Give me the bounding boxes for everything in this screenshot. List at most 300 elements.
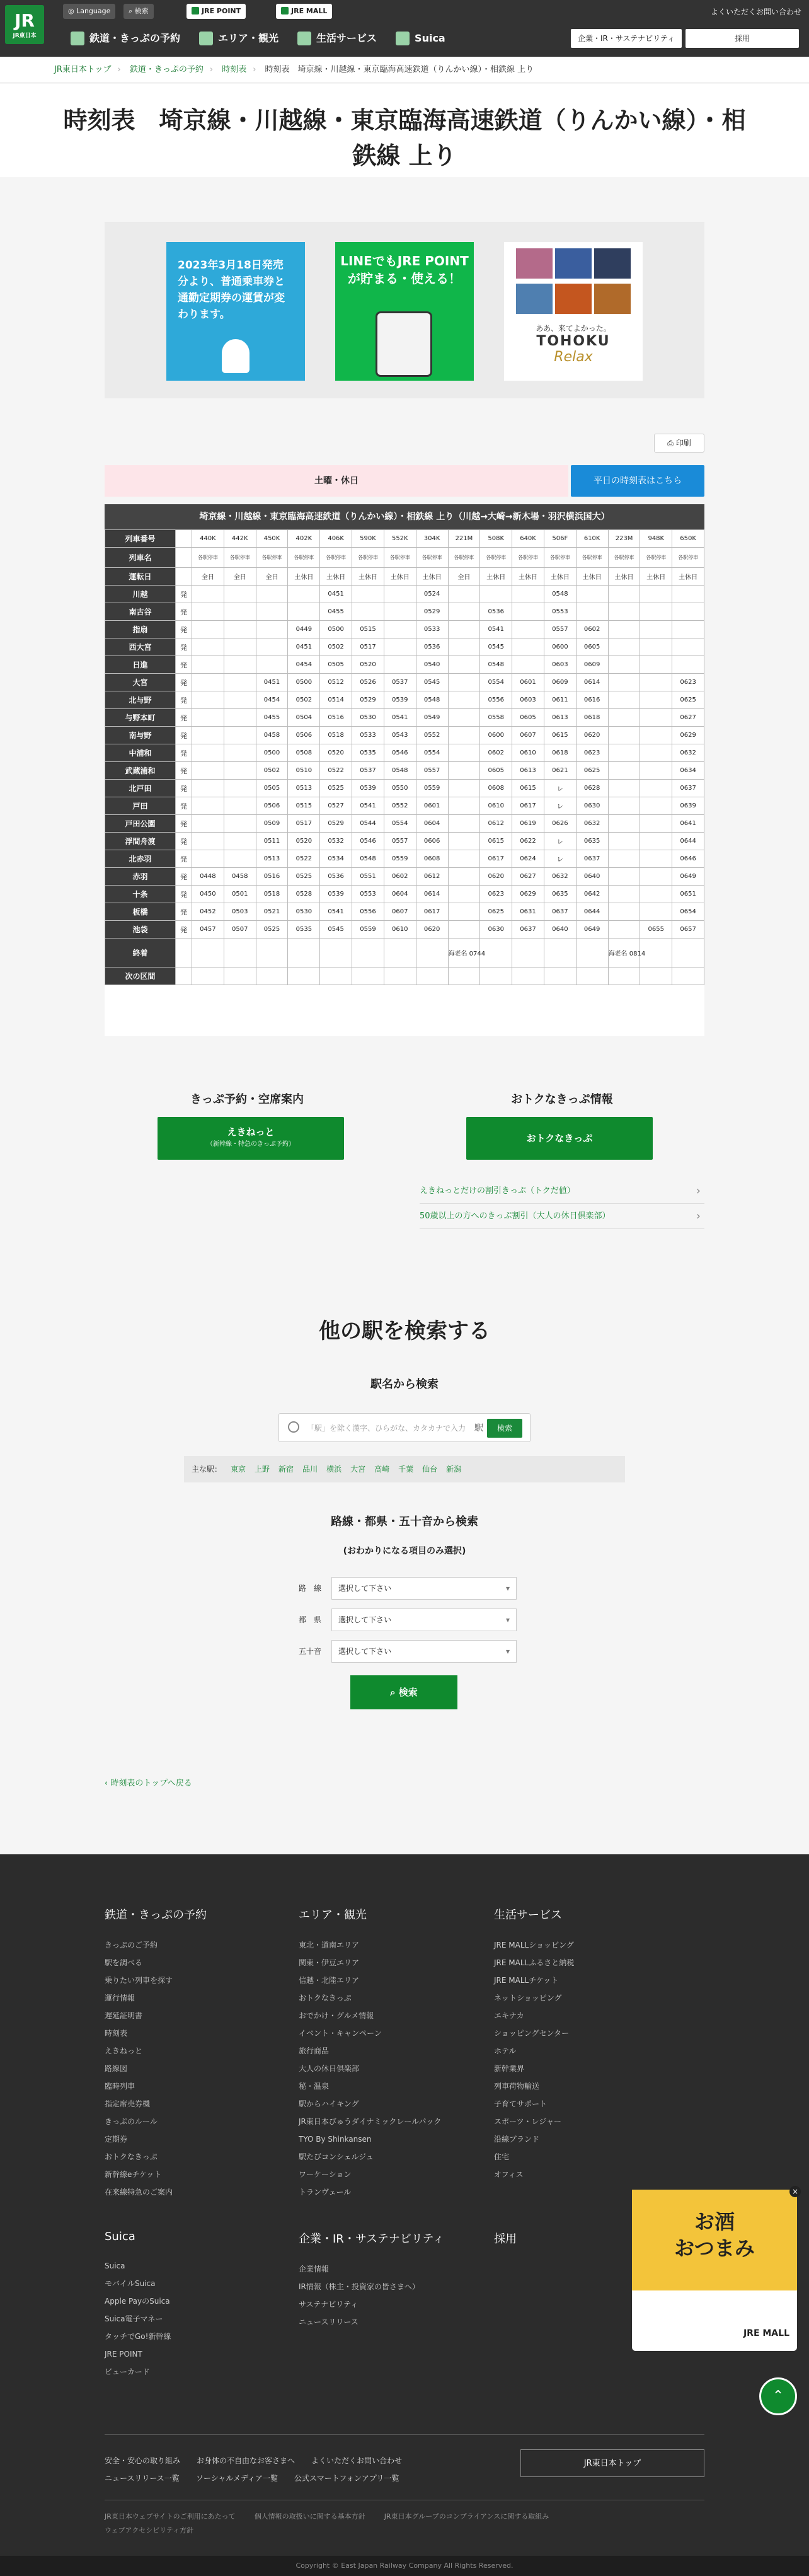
departure-time-cell[interactable] (672, 586, 704, 603)
departure-time-cell[interactable] (640, 780, 672, 797)
footer-link[interactable]: 運行情報 (105, 1994, 135, 2002)
next-section-cell[interactable] (256, 967, 288, 985)
departure-time-cell[interactable] (640, 903, 672, 921)
departure-time-cell[interactable]: 0513 (256, 850, 288, 868)
departure-time-cell[interactable] (608, 586, 640, 603)
print-button[interactable] (654, 434, 704, 453)
footer-link[interactable]: 企業情報 (299, 2265, 330, 2273)
pref-select[interactable]: 選択して下さい ▾ (331, 1609, 517, 1631)
major-station-link[interactable]: 大宮 (350, 1465, 366, 1474)
departure-time-cell[interactable]: 0553 (544, 603, 576, 621)
departure-time-cell[interactable]: 0557 (416, 762, 448, 780)
departure-time-cell[interactable] (640, 656, 672, 674)
departure-time-cell[interactable]: 0455 (320, 603, 352, 621)
jre-mall-ad[interactable] (632, 2190, 797, 2351)
departure-time-cell[interactable] (224, 656, 256, 674)
departure-time-cell[interactable]: 0546 (352, 833, 384, 850)
departure-time-cell[interactable]: 0651 (672, 886, 704, 903)
footer-link[interactable]: タッチでGo!新幹線 (105, 2332, 171, 2341)
footer-link[interactable]: ビューカード (105, 2367, 150, 2376)
departure-time-cell[interactable] (224, 780, 256, 797)
major-station-link[interactable]: 高崎 (374, 1465, 390, 1474)
departure-time-cell[interactable] (448, 797, 480, 815)
operating-day-cell[interactable]: 土休日 (480, 568, 512, 586)
footer-link[interactable]: 駅からハイキング (299, 2099, 359, 2108)
footer-link[interactable]: ホテル (494, 2047, 517, 2055)
deals-button[interactable]: おトクなきっぷ (466, 1117, 653, 1160)
nav-life[interactable] (290, 26, 384, 50)
operating-day-cell[interactable]: 土休日 (576, 568, 608, 586)
departure-time-cell[interactable]: 0452 (192, 903, 224, 921)
departure-time-cell[interactable]: 0517 (288, 815, 320, 833)
departure-time-cell[interactable]: 0558 (480, 709, 512, 727)
departure-time-cell[interactable] (608, 638, 640, 656)
departure-time-cell[interactable]: レ (544, 833, 576, 850)
departure-time-cell[interactable]: 0619 (512, 815, 544, 833)
departure-time-cell[interactable]: 0509 (256, 815, 288, 833)
departure-time-cell[interactable] (448, 762, 480, 780)
departure-time-cell[interactable]: 0602 (480, 744, 512, 762)
jre-mall-button[interactable] (276, 4, 332, 19)
footer-heading[interactable]: 企業・IR・サステナビリティ (299, 2232, 444, 2246)
departure-time-cell[interactable] (640, 621, 672, 638)
departure-time-cell[interactable]: 0607 (384, 903, 416, 921)
departure-time-cell[interactable]: 0559 (416, 780, 448, 797)
search-button[interactable] (123, 4, 154, 19)
departure-time-cell[interactable]: 0630 (576, 797, 608, 815)
departure-time-cell[interactable] (576, 586, 608, 603)
footer-link[interactable]: ワーケーション (299, 2170, 352, 2179)
departure-time-cell[interactable] (224, 674, 256, 691)
departure-time-cell[interactable]: 0557 (544, 621, 576, 638)
otona-link[interactable]: 50歳以上の方へのきっぷ割引（大人の休日倶楽部） › (420, 1204, 704, 1229)
departure-time-cell[interactable]: 0642 (576, 886, 608, 903)
departure-time-cell[interactable] (224, 621, 256, 638)
footer-link[interactable]: 住宅 (494, 2152, 510, 2161)
departure-time-cell[interactable] (512, 638, 544, 656)
departure-time-cell[interactable]: 0637 (672, 780, 704, 797)
departure-time-cell[interactable]: 0614 (576, 674, 608, 691)
footer-link[interactable]: きっぷのご予約 (105, 1941, 158, 1949)
nav-rail[interactable] (63, 26, 188, 50)
departure-time-cell[interactable]: 0634 (672, 762, 704, 780)
departure-time-cell[interactable]: 0605 (512, 709, 544, 727)
departure-time-cell[interactable]: 0627 (672, 709, 704, 727)
footer-link[interactable]: 指定席売券機 (105, 2099, 151, 2108)
departure-time-cell[interactable]: 0451 (288, 638, 320, 656)
departure-time-cell[interactable] (640, 744, 672, 762)
train-name-cell[interactable]: 各駅停車 (256, 548, 288, 568)
departure-time-cell[interactable]: 0548 (384, 762, 416, 780)
departure-time-cell[interactable]: 0533 (352, 727, 384, 744)
footer-bottom-link[interactable]: ソーシャルメディア一覧 (195, 2474, 278, 2483)
departure-time-cell[interactable] (448, 868, 480, 886)
close-icon[interactable]: × (789, 2186, 801, 2197)
operating-day-cell[interactable]: 全日 (224, 568, 256, 586)
terminal-cell[interactable] (576, 939, 608, 967)
departure-time-cell[interactable]: 0605 (576, 638, 608, 656)
departure-time-cell[interactable] (640, 868, 672, 886)
weekday-timetable-button[interactable]: 平日の時刻表はこちら (571, 465, 704, 497)
terminal-cell[interactable]: 海老名 0814 (608, 939, 640, 967)
departure-time-cell[interactable]: 0622 (512, 833, 544, 850)
departure-time-cell[interactable]: 0533 (416, 621, 448, 638)
departure-time-cell[interactable]: 0525 (288, 868, 320, 886)
departure-time-cell[interactable]: 0620 (576, 727, 608, 744)
departure-time-cell[interactable]: 0502 (256, 762, 288, 780)
departure-time-cell[interactable]: 0630 (480, 921, 512, 939)
departure-time-cell[interactable] (448, 586, 480, 603)
departure-time-cell[interactable] (448, 886, 480, 903)
train-number-cell[interactable]: 948K (640, 530, 672, 548)
departure-time-cell[interactable]: 0506 (288, 727, 320, 744)
departure-time-cell[interactable] (448, 603, 480, 621)
departure-time-cell[interactable] (448, 674, 480, 691)
next-section-cell[interactable] (512, 967, 544, 985)
departure-time-cell[interactable]: 0617 (416, 903, 448, 921)
departure-time-cell[interactable]: 0559 (384, 850, 416, 868)
footer-link[interactable]: 臨時列車 (105, 2082, 135, 2091)
departure-time-cell[interactable]: 0532 (320, 833, 352, 850)
departure-time-cell[interactable]: 0618 (544, 744, 576, 762)
train-number-cell[interactable]: 590K (352, 530, 384, 548)
departure-time-cell[interactable] (608, 833, 640, 850)
departure-time-cell[interactable] (608, 815, 640, 833)
next-section-cell[interactable] (224, 967, 256, 985)
departure-time-cell[interactable]: 0536 (480, 603, 512, 621)
departure-time-cell[interactable] (608, 691, 640, 709)
terminal-cell[interactable] (288, 939, 320, 967)
departure-time-cell[interactable]: 0624 (512, 850, 544, 868)
footer-bottom-link[interactable]: よくいただくお問い合わせ (311, 2456, 403, 2465)
departure-time-cell[interactable] (608, 709, 640, 727)
next-section-cell[interactable] (384, 967, 416, 985)
departure-time-cell[interactable] (448, 815, 480, 833)
next-section-cell[interactable] (672, 967, 704, 985)
departure-time-cell[interactable]: 0527 (320, 797, 352, 815)
footer-link[interactable]: 大人の休日倶楽部 (299, 2064, 360, 2073)
departure-time-cell[interactable] (512, 656, 544, 674)
next-section-cell[interactable] (544, 967, 576, 985)
next-section-cell[interactable] (480, 967, 512, 985)
operating-day-cell[interactable]: 土休日 (320, 568, 352, 586)
footer-link[interactable]: イベント・キャンペーン (299, 2029, 382, 2038)
departure-time-cell[interactable]: 0539 (384, 691, 416, 709)
footer-link[interactable]: JRE MALLふるさと納税 (494, 1958, 575, 1967)
departure-time-cell[interactable] (608, 868, 640, 886)
departure-time-cell[interactable] (672, 603, 704, 621)
departure-time-cell[interactable] (640, 691, 672, 709)
nav-suica[interactable] (388, 26, 453, 50)
departure-time-cell[interactable]: 0617 (480, 850, 512, 868)
departure-time-cell[interactable] (608, 780, 640, 797)
footer-link[interactable]: 子育てサポート (494, 2099, 548, 2108)
train-name-cell[interactable]: 各駅停車 (352, 548, 384, 568)
departure-time-cell[interactable]: 0502 (320, 638, 352, 656)
departure-time-cell[interactable] (192, 744, 224, 762)
departure-time-cell[interactable] (192, 850, 224, 868)
departure-time-cell[interactable] (192, 603, 224, 621)
departure-time-cell[interactable]: 0635 (544, 886, 576, 903)
operating-day-cell[interactable]: 全日 (256, 568, 288, 586)
operating-day-cell[interactable]: 土休日 (640, 568, 672, 586)
next-section-cell[interactable] (288, 967, 320, 985)
departure-time-cell[interactable]: 0536 (320, 868, 352, 886)
fare-change-banner[interactable] (166, 242, 305, 381)
departure-time-cell[interactable]: レ (544, 797, 576, 815)
departure-time-cell[interactable] (640, 709, 672, 727)
departure-time-cell[interactable] (224, 797, 256, 815)
departure-time-cell[interactable]: 0513 (288, 780, 320, 797)
footer-link[interactable]: サステナビリティ (299, 2300, 359, 2309)
departure-time-cell[interactable]: 0451 (320, 586, 352, 603)
departure-time-cell[interactable]: 0539 (352, 780, 384, 797)
hire-button[interactable]: 採用 (686, 29, 799, 48)
departure-time-cell[interactable] (448, 744, 480, 762)
departure-time-cell[interactable] (448, 780, 480, 797)
footer-small-link[interactable]: ウェブアクセシビリティ方針 (105, 2526, 194, 2534)
departure-time-cell[interactable] (224, 638, 256, 656)
departure-time-cell[interactable]: 0530 (352, 709, 384, 727)
major-station-link[interactable]: 上野 (255, 1465, 270, 1474)
breadcrumb-item[interactable]: 鉄道・きっぷの予約 (129, 65, 204, 74)
station-search-submit[interactable]: 検索 (487, 1419, 522, 1438)
departure-time-cell[interactable]: 0623 (672, 674, 704, 691)
departure-time-cell[interactable]: 0615 (544, 727, 576, 744)
departure-time-cell[interactable] (192, 621, 224, 638)
departure-time-cell[interactable]: 0508 (288, 744, 320, 762)
departure-time-cell[interactable]: 0505 (256, 780, 288, 797)
departure-time-cell[interactable]: 0544 (352, 815, 384, 833)
departure-time-cell[interactable]: 0609 (576, 656, 608, 674)
departure-time-cell[interactable] (224, 744, 256, 762)
departure-time-cell[interactable]: 0637 (544, 903, 576, 921)
departure-time-cell[interactable]: 0530 (288, 903, 320, 921)
departure-time-cell[interactable]: 0541 (384, 709, 416, 727)
departure-time-cell[interactable]: 0608 (480, 780, 512, 797)
departure-time-cell[interactable]: 0620 (416, 921, 448, 939)
train-number-cell[interactable]: 506F (544, 530, 576, 548)
next-section-cell[interactable] (192, 967, 224, 985)
operating-day-cell[interactable]: 土休日 (384, 568, 416, 586)
departure-time-cell[interactable]: 0541 (480, 621, 512, 638)
departure-time-cell[interactable]: 0550 (384, 780, 416, 797)
footer-link[interactable]: JRE MALLショッピング (494, 1941, 574, 1949)
operating-day-cell[interactable]: 土休日 (512, 568, 544, 586)
departure-time-cell[interactable]: 0640 (544, 921, 576, 939)
next-section-cell[interactable] (448, 967, 480, 985)
departure-time-cell[interactable]: 0515 (352, 621, 384, 638)
footer-link[interactable]: 秘・温泉 (299, 2082, 330, 2091)
departure-time-cell[interactable] (608, 903, 640, 921)
departure-time-cell[interactable]: 0546 (384, 744, 416, 762)
major-station-link[interactable]: 新宿 (278, 1465, 294, 1474)
footer-link[interactable]: モバイルSuica (105, 2279, 156, 2288)
departure-time-cell[interactable]: 0617 (512, 797, 544, 815)
departure-time-cell[interactable] (448, 833, 480, 850)
departure-time-cell[interactable]: 0521 (256, 903, 288, 921)
departure-time-cell[interactable]: 0600 (480, 727, 512, 744)
operating-day-cell[interactable]: 土休日 (544, 568, 576, 586)
next-section-cell[interactable] (352, 967, 384, 985)
departure-time-cell[interactable] (448, 850, 480, 868)
departure-time-cell[interactable]: 0646 (672, 850, 704, 868)
departure-time-cell[interactable]: 0602 (384, 868, 416, 886)
departure-time-cell[interactable] (448, 656, 480, 674)
departure-time-cell[interactable]: 0612 (480, 815, 512, 833)
footer-link[interactable]: おトクなきっぷ (299, 1994, 352, 2002)
departure-time-cell[interactable] (256, 638, 288, 656)
train-number-cell[interactable]: 610K (576, 530, 608, 548)
departure-time-cell[interactable]: 0454 (256, 691, 288, 709)
departure-time-cell[interactable]: 0458 (256, 727, 288, 744)
departure-time-cell[interactable] (640, 674, 672, 691)
departure-time-cell[interactable] (608, 921, 640, 939)
departure-time-cell[interactable] (224, 603, 256, 621)
departure-time-cell[interactable]: 0526 (352, 674, 384, 691)
departure-time-cell[interactable]: 0600 (544, 638, 576, 656)
terminal-cell[interactable] (352, 939, 384, 967)
departure-time-cell[interactable]: 0618 (576, 709, 608, 727)
departure-time-cell[interactable]: 0604 (384, 886, 416, 903)
departure-time-cell[interactable] (352, 603, 384, 621)
departure-time-cell[interactable]: 0629 (512, 886, 544, 903)
footer-link[interactable]: 路線図 (105, 2064, 128, 2073)
departure-time-cell[interactable] (608, 886, 640, 903)
next-section-cell[interactable] (416, 967, 448, 985)
departure-time-cell[interactable]: 0541 (320, 903, 352, 921)
departure-time-cell[interactable] (352, 586, 384, 603)
departure-time-cell[interactable]: 0609 (544, 674, 576, 691)
departure-time-cell[interactable]: 0556 (480, 691, 512, 709)
departure-time-cell[interactable] (608, 850, 640, 868)
departure-time-cell[interactable] (608, 603, 640, 621)
departure-time-cell[interactable]: 0608 (416, 850, 448, 868)
departure-time-cell[interactable]: 0610 (512, 744, 544, 762)
departure-time-cell[interactable]: 0549 (416, 709, 448, 727)
departure-time-cell[interactable]: 0516 (320, 709, 352, 727)
departure-time-cell[interactable] (576, 603, 608, 621)
train-name-cell[interactable]: 各駅停車 (576, 548, 608, 568)
departure-time-cell[interactable] (384, 621, 416, 638)
departure-time-cell[interactable]: 0551 (352, 868, 384, 886)
departure-time-cell[interactable]: 0639 (672, 797, 704, 815)
footer-heading[interactable]: 採用 (494, 2232, 517, 2246)
departure-time-cell[interactable]: レ (544, 850, 576, 868)
departure-time-cell[interactable]: 0512 (320, 674, 352, 691)
major-station-link[interactable]: 東京 (231, 1465, 246, 1474)
departure-time-cell[interactable]: 0506 (256, 797, 288, 815)
footer-link[interactable]: ネットショッピング (494, 1994, 562, 2002)
footer-link[interactable]: JR東日本びゅうダイナミックレールパック (299, 2117, 442, 2126)
departure-time-cell[interactable]: 0529 (352, 691, 384, 709)
major-station-link[interactable]: 仙台 (422, 1465, 438, 1474)
departure-time-cell[interactable] (256, 586, 288, 603)
departure-time-cell[interactable] (640, 833, 672, 850)
departure-time-cell[interactable]: 0501 (224, 886, 256, 903)
departure-time-cell[interactable]: 0537 (384, 674, 416, 691)
departure-time-cell[interactable]: 0631 (512, 903, 544, 921)
line-point-banner[interactable] (335, 242, 474, 381)
train-number-cell[interactable]: 221M (448, 530, 480, 548)
departure-time-cell[interactable]: 0457 (192, 921, 224, 939)
major-station-link[interactable]: 品川 (302, 1465, 318, 1474)
departure-time-cell[interactable] (672, 621, 704, 638)
departure-time-cell[interactable]: 0535 (352, 744, 384, 762)
departure-time-cell[interactable]: 0504 (288, 709, 320, 727)
departure-time-cell[interactable] (608, 797, 640, 815)
footer-link[interactable]: 旅行商品 (299, 2047, 330, 2055)
next-section-cell[interactable] (608, 967, 640, 985)
departure-time-cell[interactable]: 0517 (352, 638, 384, 656)
jre-point-button[interactable] (186, 4, 246, 19)
departure-time-cell[interactable]: 0548 (352, 850, 384, 868)
footer-bottom-link[interactable]: お身体の不自由なお客さまへ (197, 2456, 295, 2465)
departure-time-cell[interactable]: 0548 (416, 691, 448, 709)
departure-time-cell[interactable] (640, 850, 672, 868)
departure-time-cell[interactable] (448, 621, 480, 638)
departure-time-cell[interactable]: 0539 (320, 886, 352, 903)
departure-time-cell[interactable]: 0554 (384, 815, 416, 833)
tokudane-link[interactable]: えきねっとだけの割引きっぷ（トクだ値） › (420, 1179, 704, 1204)
footer-link[interactable]: Suica (105, 2261, 125, 2270)
departure-time-cell[interactable]: 0525 (256, 921, 288, 939)
train-name-cell[interactable]: 各駅停車 (416, 548, 448, 568)
train-name-cell[interactable]: 各駅停車 (384, 548, 416, 568)
departure-time-cell[interactable]: 0540 (416, 656, 448, 674)
departure-time-cell[interactable]: 0518 (320, 727, 352, 744)
operating-day-cell[interactable]: 土休日 (288, 568, 320, 586)
departure-time-cell[interactable] (640, 638, 672, 656)
departure-time-cell[interactable]: 0520 (320, 744, 352, 762)
departure-time-cell[interactable]: 0510 (288, 762, 320, 780)
train-name-cell[interactable]: 各駅停車 (320, 548, 352, 568)
departure-time-cell[interactable] (384, 586, 416, 603)
departure-time-cell[interactable] (672, 656, 704, 674)
departure-time-cell[interactable]: 0649 (672, 868, 704, 886)
departure-time-cell[interactable] (192, 709, 224, 727)
departure-time-cell[interactable] (192, 691, 224, 709)
departure-time-cell[interactable]: 0610 (384, 921, 416, 939)
breadcrumb-item[interactable]: 時刻表 (222, 65, 247, 74)
train-name-cell[interactable]: 各駅停車 (544, 548, 576, 568)
back-to-top-link[interactable] (105, 1776, 192, 1788)
departure-time-cell[interactable]: 0554 (480, 674, 512, 691)
footer-link[interactable]: 乗りたい列車を探す (105, 1976, 173, 1985)
departure-time-cell[interactable]: 0515 (288, 797, 320, 815)
footer-link[interactable]: 駅たびコンシェルジュ (299, 2152, 374, 2161)
line-select[interactable]: 選択して下さい ▾ (331, 1577, 517, 1600)
train-number-cell[interactable]: 640K (512, 530, 544, 548)
train-number-cell[interactable]: 406K (320, 530, 352, 548)
departure-time-cell[interactable]: 0525 (320, 780, 352, 797)
departure-time-cell[interactable]: 0552 (416, 727, 448, 744)
departure-time-cell[interactable]: 0628 (576, 780, 608, 797)
train-name-cell[interactable]: 各駅停車 (480, 548, 512, 568)
departure-time-cell[interactable]: 0529 (320, 815, 352, 833)
terminal-cell[interactable] (320, 939, 352, 967)
footer-link[interactable]: スポーツ・レジャー (494, 2117, 561, 2126)
departure-time-cell[interactable]: 0601 (512, 674, 544, 691)
departure-time-cell[interactable]: 0615 (480, 833, 512, 850)
departure-time-cell[interactable] (480, 586, 512, 603)
departure-time-cell[interactable] (640, 603, 672, 621)
terminal-cell[interactable] (384, 939, 416, 967)
departure-time-cell[interactable]: 0613 (544, 709, 576, 727)
departure-time-cell[interactable] (384, 603, 416, 621)
departure-time-cell[interactable]: 0450 (192, 886, 224, 903)
departure-time-cell[interactable]: 0620 (480, 868, 512, 886)
